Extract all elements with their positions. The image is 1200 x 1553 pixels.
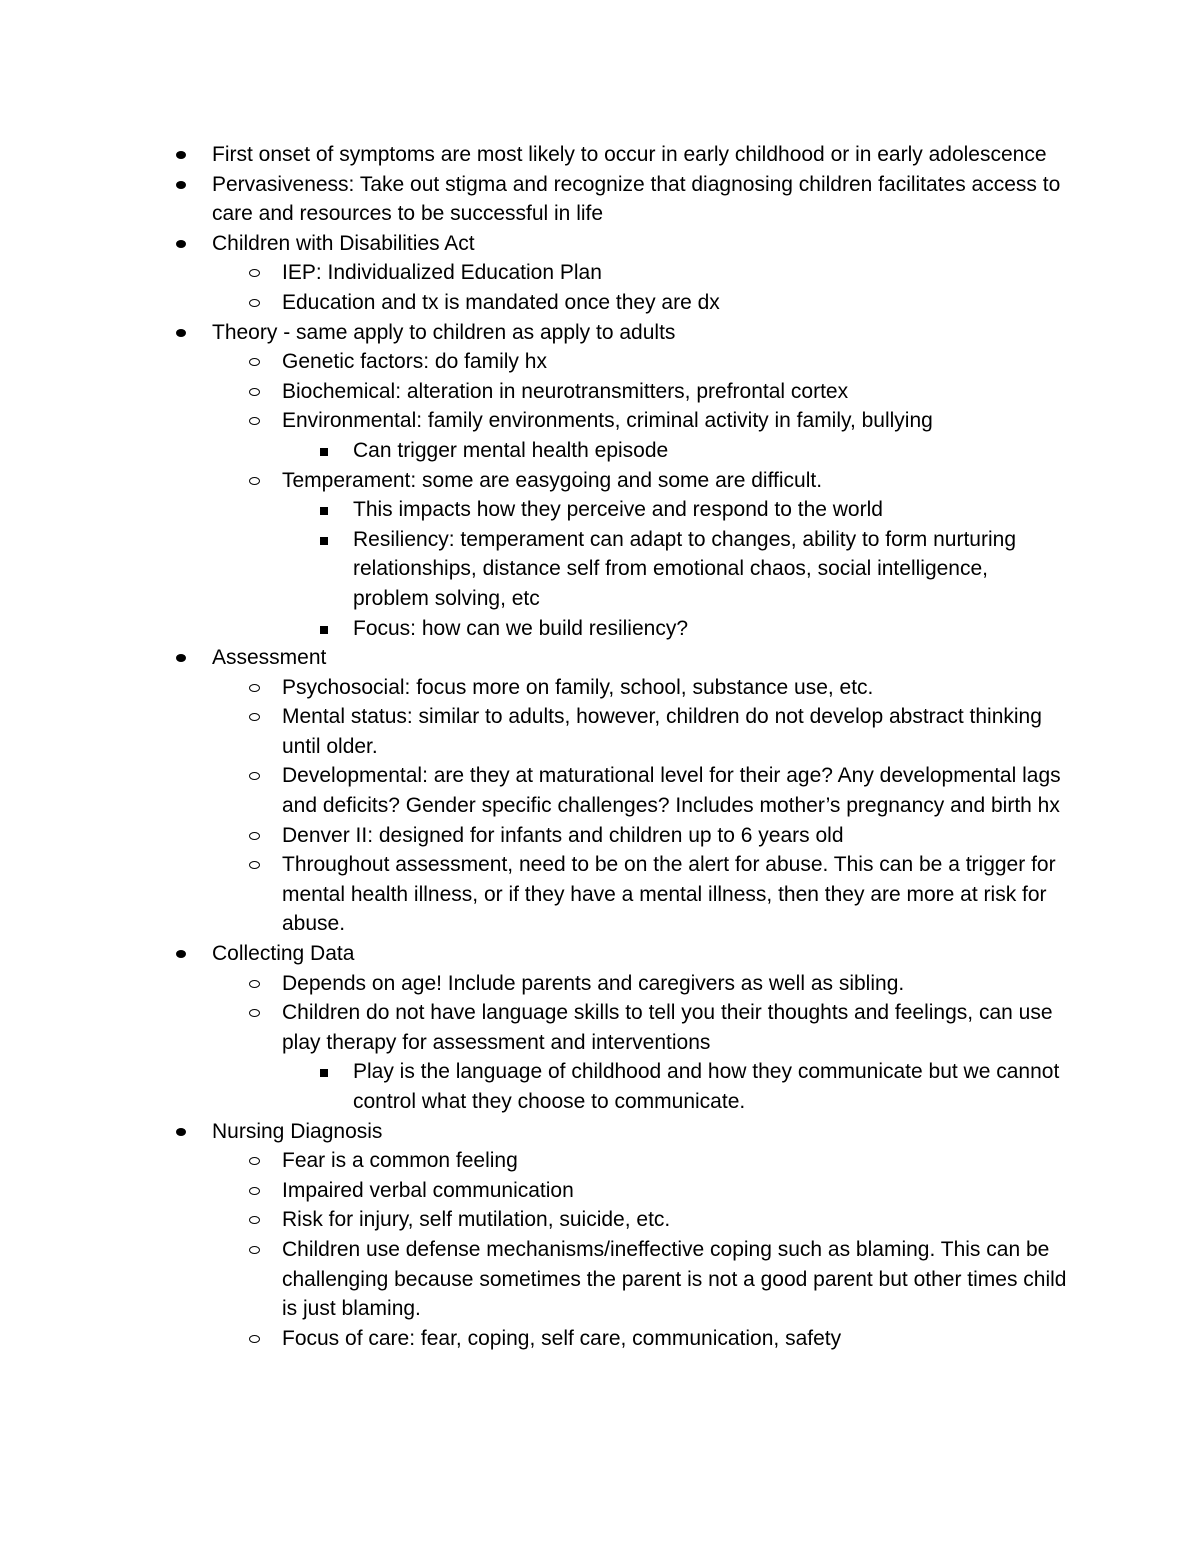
bullet-square-icon bbox=[320, 507, 328, 515]
list-item bbox=[282, 258, 1068, 288]
bullet-circle-icon bbox=[249, 269, 260, 277]
list-item bbox=[282, 1324, 1068, 1354]
list-item-text: Children do not have language skills to tell you their thoughts and feelings, can use play therapy for assessment and interventions bbox=[282, 1001, 1053, 1054]
list-item bbox=[212, 170, 1068, 229]
bullet-circle-icon bbox=[249, 358, 260, 366]
bullet-square-icon bbox=[320, 537, 328, 545]
list-item-text: Can trigger mental health episode bbox=[353, 438, 669, 462]
list-item bbox=[282, 1205, 1068, 1235]
bullet-circle-icon bbox=[249, 1009, 260, 1017]
list-item-text: Environmental: family environments, criminal activity in family, bullying bbox=[282, 409, 933, 433]
list-item-text: Mental status: similar to adults, however, children do not develop abstract thinking until older. bbox=[282, 705, 1042, 758]
list-item bbox=[282, 673, 1068, 703]
list-item-text: Assessment bbox=[212, 646, 327, 670]
list-item-text: Impaired verbal communication bbox=[282, 1178, 574, 1202]
list-item-text: Focus of care: fear, coping, self care, communication, safety bbox=[282, 1326, 842, 1350]
list-item-text: Developmental: are they at maturational level for their age? Any developmental lags and deficits? Gender specific challenges? Includes mother’s pregnancy and birth hx bbox=[282, 764, 1061, 818]
list-item-text: First onset of symptoms are most likely to occur in early childhood or in early adolescence bbox=[212, 143, 1047, 166]
list-item-text: This impacts how they perceive and respond to the world bbox=[353, 498, 883, 522]
bullet-disc-icon bbox=[176, 329, 186, 337]
bullet-disc-icon bbox=[176, 1128, 186, 1136]
bullet-circle-icon bbox=[249, 832, 260, 840]
bullet-circle-icon bbox=[249, 1335, 260, 1343]
list-item bbox=[212, 939, 1068, 969]
bullet-circle-icon bbox=[249, 299, 260, 307]
bullet-circle-icon bbox=[249, 861, 260, 869]
bullet-circle-icon bbox=[249, 980, 260, 988]
list-item bbox=[212, 318, 1068, 348]
list-item bbox=[282, 761, 1068, 820]
list-item bbox=[282, 850, 1068, 939]
list-item-text: Fear is a common feeling bbox=[282, 1149, 518, 1173]
list-item bbox=[282, 288, 1068, 318]
bullet-square-icon bbox=[320, 1069, 328, 1077]
list-item bbox=[282, 702, 1068, 761]
bullet-disc-icon bbox=[176, 654, 186, 662]
list-item-text: Pervasiveness: Take out stigma and recognize that diagnosing children facilitates access to care and resources to be successful in life bbox=[212, 172, 1061, 226]
bullet-circle-icon bbox=[249, 684, 260, 692]
list-item bbox=[212, 229, 1068, 259]
list-item bbox=[282, 1235, 1068, 1324]
list-item-text: Children use defense mechanisms/ineffective coping such as blaming. This can be challenging because sometimes the parent is not a good parent but other times child is just blaming. bbox=[282, 1237, 1067, 1321]
list-item bbox=[212, 140, 1068, 170]
list-item bbox=[282, 377, 1068, 407]
list-item-text: Throughout assessment, need to be on the alert for abuse. This can be a trigger for mental health illness, or if they have a mental illness, then they are more at risk for abuse. bbox=[282, 853, 1056, 936]
list-item bbox=[282, 406, 1068, 436]
list-item-text: Psychosocial: focus more on family, school, substance use, etc. bbox=[282, 675, 874, 699]
bullet-disc-icon bbox=[176, 240, 186, 248]
bullet-circle-icon bbox=[249, 1187, 260, 1195]
bullet-circle-icon bbox=[249, 1157, 260, 1165]
list-item bbox=[353, 525, 1068, 614]
list-item bbox=[282, 998, 1068, 1057]
list-item-text: Nursing Diagnosis bbox=[212, 1119, 383, 1143]
list-item-text: IEP: Individualized Education Plan bbox=[282, 261, 602, 285]
list-item-text: Theory - same apply to children as apply to adults bbox=[212, 320, 676, 344]
list-item-text: Genetic factors: do family hx bbox=[282, 350, 547, 374]
list-item bbox=[282, 347, 1068, 377]
bullet-circle-icon bbox=[249, 1246, 260, 1254]
list-item bbox=[353, 436, 1068, 466]
bullet-disc-icon bbox=[176, 950, 186, 958]
list-item bbox=[282, 821, 1068, 851]
list-item-text: Focus: how can we build resiliency? bbox=[353, 616, 688, 640]
bullet-circle-icon bbox=[249, 388, 260, 396]
list-item-text: Biochemical: alteration in neurotransmitters, prefrontal cortex bbox=[282, 379, 849, 403]
list-item-text: Education and tx is mandated once they are dx bbox=[282, 290, 720, 314]
list-item-text: Denver II: designed for infants and children up to 6 years old bbox=[282, 823, 844, 847]
list-item bbox=[353, 614, 1068, 644]
list-item bbox=[282, 969, 1068, 999]
list-item-text: Resiliency: temperament can adapt to changes, ability to form nurturing relationships, distance self from emotional chaos, social intelligence, problem solving, etc bbox=[353, 527, 1017, 610]
list-item bbox=[212, 1117, 1068, 1147]
list-item-text: Depends on age! Include parents and caregivers as well as sibling. bbox=[282, 971, 905, 995]
list-item bbox=[212, 643, 1068, 673]
bullet-square-icon bbox=[320, 626, 328, 634]
bullet-disc-icon bbox=[176, 181, 186, 189]
bullet-circle-icon bbox=[249, 713, 260, 721]
list-item-text: Children with Disabilities Act bbox=[212, 231, 475, 255]
document-body bbox=[0, 140, 1200, 1353]
list-item bbox=[353, 495, 1068, 525]
bullet-disc-icon bbox=[176, 151, 186, 159]
list-item bbox=[353, 1057, 1068, 1116]
bullet-square-icon bbox=[320, 448, 328, 456]
list-item-text: Temperament: some are easygoing and some are difficult. bbox=[282, 468, 823, 492]
list-item bbox=[282, 466, 1068, 496]
list-item-text: Risk for injury, self mutilation, suicide, etc. bbox=[282, 1208, 671, 1232]
list-item-text: Play is the language of childhood and how they communicate but we cannot control what they choose to communicate. bbox=[353, 1060, 1060, 1113]
list-item bbox=[282, 1176, 1068, 1206]
list-item bbox=[282, 1146, 1068, 1176]
bullet-circle-icon bbox=[249, 417, 260, 425]
bullet-circle-icon bbox=[249, 772, 260, 780]
bullet-circle-icon bbox=[249, 1216, 260, 1224]
list-item-text: Collecting Data bbox=[212, 942, 355, 966]
bullet-circle-icon bbox=[249, 477, 260, 485]
